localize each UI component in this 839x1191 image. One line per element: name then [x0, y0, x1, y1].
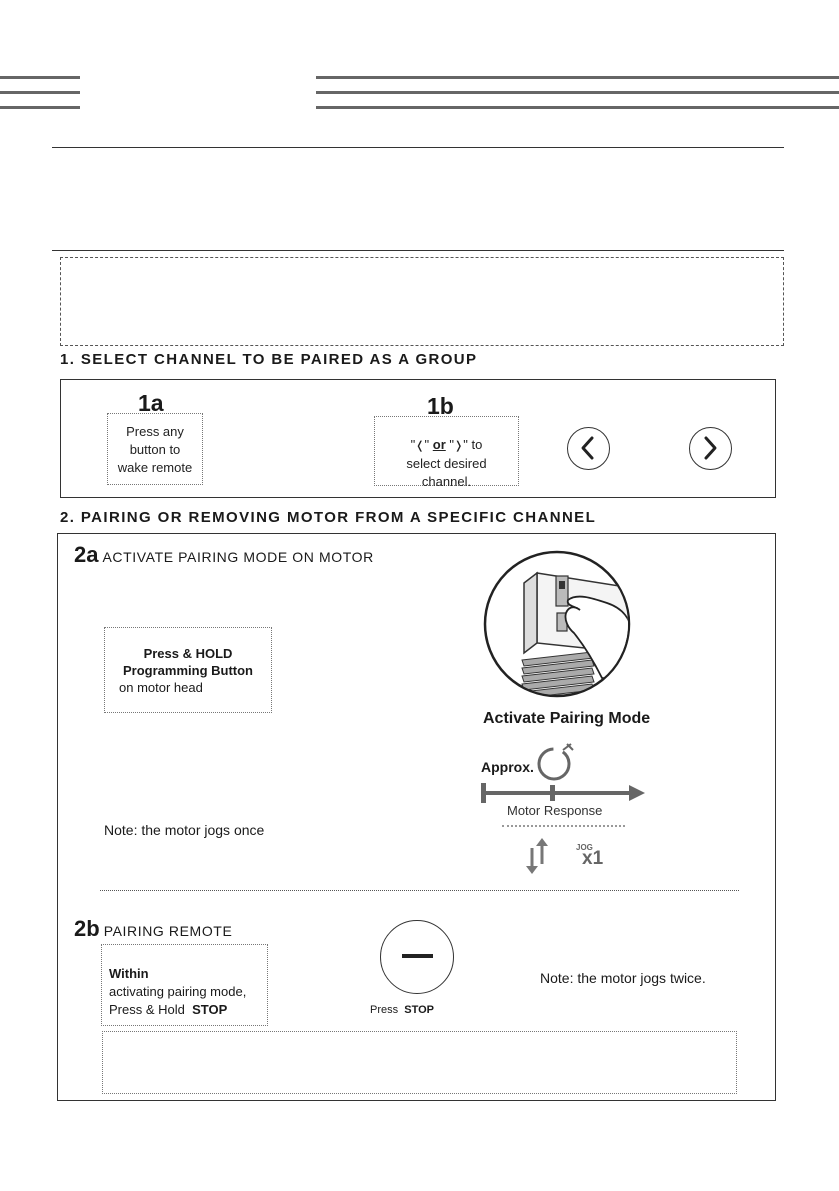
- step-2b-label: 2b: [74, 916, 100, 941]
- bottom-note-box: [102, 1031, 737, 1094]
- chevron-left-icon: [568, 428, 608, 468]
- step-2b-box-line2: activating pairing mode,: [109, 984, 247, 999]
- stop-word: STOP: [404, 1004, 435, 1016]
- activate-pairing-caption: Activate Pairing Mode: [483, 710, 651, 727]
- step-2a-label: 2a: [74, 542, 99, 567]
- step-1b-label: 1b: [427, 393, 454, 419]
- motor-response-label: Motor Response: [507, 803, 603, 818]
- step-1b-line2: select desired: [406, 456, 487, 471]
- header-bar-right-middle: [316, 91, 839, 94]
- approx-label: Approx.: [481, 759, 534, 775]
- quote-open-2: ": [449, 437, 455, 452]
- divider-top: [52, 147, 784, 148]
- step-1a-line3: wake remote: [117, 460, 193, 475]
- step-1a-label: 1a: [138, 390, 164, 416]
- stop-dash-icon: [402, 954, 433, 958]
- step-2a-heading: [74, 542, 374, 568]
- step-2b-title: PAIRING REMOTE: [103, 923, 233, 939]
- step-2a-note: Note: the motor jogs once: [104, 822, 265, 838]
- step-2b-box-line3: [109, 1001, 246, 1019]
- step-2a-box-line3: on motor head: [119, 680, 203, 695]
- or-word: or: [432, 437, 446, 452]
- section2-separator: [100, 890, 739, 891]
- step-1b-line1: [374, 436, 519, 455]
- response-dotted-line: [502, 825, 625, 827]
- timer-icon: [533, 742, 579, 782]
- quote-close-1: ": [424, 437, 430, 452]
- up-down-arrows-icon: [523, 836, 551, 876]
- chevron-left-small-icon: ❬: [415, 440, 425, 452]
- quote-open-1: ": [410, 437, 416, 452]
- motor-head-illustration: [482, 548, 632, 700]
- press-stop-caption: [370, 1004, 434, 1016]
- step-2a-box-line2: Programming Button: [123, 663, 253, 678]
- step-1b-line3: channel.: [421, 474, 472, 489]
- step-2b-note: Note: the motor jogs twice.: [540, 970, 706, 986]
- step-2a-box-line1: Press & HOLD: [143, 646, 233, 661]
- step-2b-box-line3-strong: STOP: [192, 1002, 228, 1017]
- step-2b-heading: [74, 916, 232, 942]
- intro-note-box: [60, 257, 784, 346]
- quote-close-2: " to: [463, 437, 483, 452]
- step-1b-text: [374, 436, 519, 491]
- chevron-right-icon: [690, 428, 730, 468]
- divider-middle: [52, 250, 784, 251]
- stop-button[interactable]: [380, 920, 454, 994]
- section2-title: 2. PAIRING OR REMOVING MOTOR FROM A SPECIFIC CHANNEL: [60, 509, 597, 526]
- channel-prev-button[interactable]: [567, 427, 610, 470]
- channel-next-button[interactable]: [689, 427, 732, 470]
- header-bar-right-bottom: [316, 106, 839, 109]
- step-2b-box-line1: Within: [109, 966, 149, 981]
- jog-label: JOG: [576, 843, 593, 852]
- jog-count: x1: [582, 848, 604, 869]
- header-bar-right-top: [316, 76, 839, 79]
- step-2b-box-text: [109, 965, 246, 1019]
- step-1a-line2: button to: [129, 442, 181, 457]
- step-1a-text: [107, 423, 203, 477]
- header-bar-left-bottom: [0, 106, 80, 109]
- step-2b-box-line3-text: Press & Hold: [109, 1002, 185, 1017]
- chevron-right-small-icon: ❭: [454, 440, 464, 452]
- step-2a-box-text: [104, 645, 272, 696]
- section1-title: 1. SELECT CHANNEL TO BE PAIRED AS A GROUP: [60, 351, 478, 368]
- step-2a-title: ACTIVATE PAIRING MODE ON MOTOR: [102, 549, 374, 565]
- header-bar-left-top: [0, 76, 80, 79]
- header-bar-left-middle: [0, 91, 80, 94]
- press-word: Press: [370, 1004, 399, 1016]
- step-1a-line1: Press any: [126, 424, 184, 439]
